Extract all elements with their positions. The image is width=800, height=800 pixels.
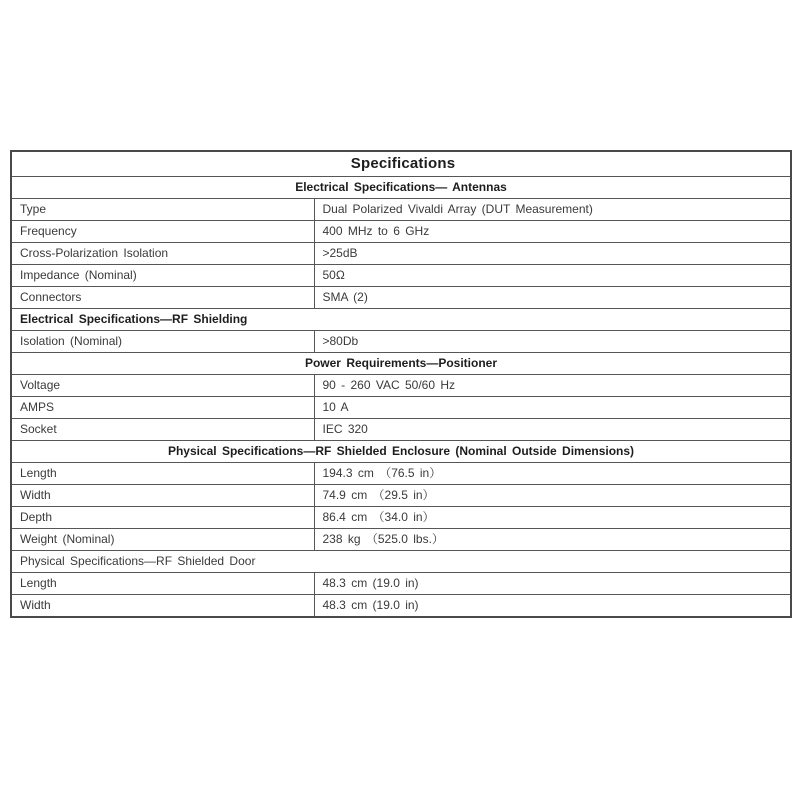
- spec-value: 400 MHz to 6 GHz: [314, 221, 791, 243]
- spec-value: 86.4 cm （34.0 in）: [314, 507, 791, 529]
- spec-key: Weight (Nominal): [11, 529, 314, 551]
- spec-key: Voltage: [11, 375, 314, 397]
- spec-key: Width: [11, 595, 314, 618]
- table-row: [11, 199, 791, 221]
- spec-key: Width: [11, 485, 314, 507]
- table-row: [11, 573, 791, 595]
- table-row: [11, 551, 791, 573]
- section-header: Electrical Specifications— Antennas: [11, 177, 791, 199]
- table-row: [11, 507, 791, 529]
- spec-key: Cross-Polarization Isolation: [11, 243, 314, 265]
- spec-value: 194.3 cm （76.5 in）: [314, 463, 791, 485]
- table-row: [11, 265, 791, 287]
- spec-value: 238 kg （525.0 lbs.）: [314, 529, 791, 551]
- spec-value: SMA (2): [314, 287, 791, 309]
- table-row: [11, 221, 791, 243]
- section-header: Electrical Specifications—RF Shielding: [11, 309, 791, 331]
- table-row: [11, 397, 791, 419]
- specifications-table: [10, 150, 792, 618]
- table-row: [11, 375, 791, 397]
- table-row: [11, 331, 791, 353]
- spec-key: Length: [11, 573, 314, 595]
- spec-value: 10 A: [314, 397, 791, 419]
- table-row: [11, 353, 791, 375]
- spec-key: Length: [11, 463, 314, 485]
- spec-value: IEC 320: [314, 419, 791, 441]
- table-row: [11, 309, 791, 331]
- spec-value: 74.9 cm （29.5 in）: [314, 485, 791, 507]
- spec-key: Type: [11, 199, 314, 221]
- spec-key: Impedance (Nominal): [11, 265, 314, 287]
- table-row: [11, 419, 791, 441]
- table-row: [11, 177, 791, 199]
- spec-key: Isolation (Nominal): [11, 331, 314, 353]
- spec-value: 50Ω: [314, 265, 791, 287]
- spec-value: 90 - 260 VAC 50/60 Hz: [314, 375, 791, 397]
- spec-value: >80Db: [314, 331, 791, 353]
- spec-key: Connectors: [11, 287, 314, 309]
- section-header: Physical Specifications—RF Shielded Door: [11, 551, 791, 573]
- spec-value: >25dB: [314, 243, 791, 265]
- spec-value: 48.3 cm (19.0 in): [314, 595, 791, 618]
- spec-key: Depth: [11, 507, 314, 529]
- table-row: [11, 595, 791, 618]
- section-header: Power Requirements—Positioner: [11, 353, 791, 375]
- specifications-body: [11, 177, 791, 618]
- table-row: [11, 243, 791, 265]
- table-row: [11, 485, 791, 507]
- table-row: [11, 463, 791, 485]
- section-header: Physical Specifications—RF Shielded Enclosure (Nominal Outside Dimensions): [11, 441, 791, 463]
- table-row: [11, 287, 791, 309]
- spec-key: AMPS: [11, 397, 314, 419]
- table-title-row: [11, 151, 791, 177]
- table-row: [11, 441, 791, 463]
- spec-value: Dual Polarized Vivaldi Array (DUT Measurement): [314, 199, 791, 221]
- spec-value: 48.3 cm (19.0 in): [314, 573, 791, 595]
- table-row: [11, 529, 791, 551]
- table-title: Specifications: [11, 151, 791, 177]
- spec-key: Socket: [11, 419, 314, 441]
- spec-key: Frequency: [11, 221, 314, 243]
